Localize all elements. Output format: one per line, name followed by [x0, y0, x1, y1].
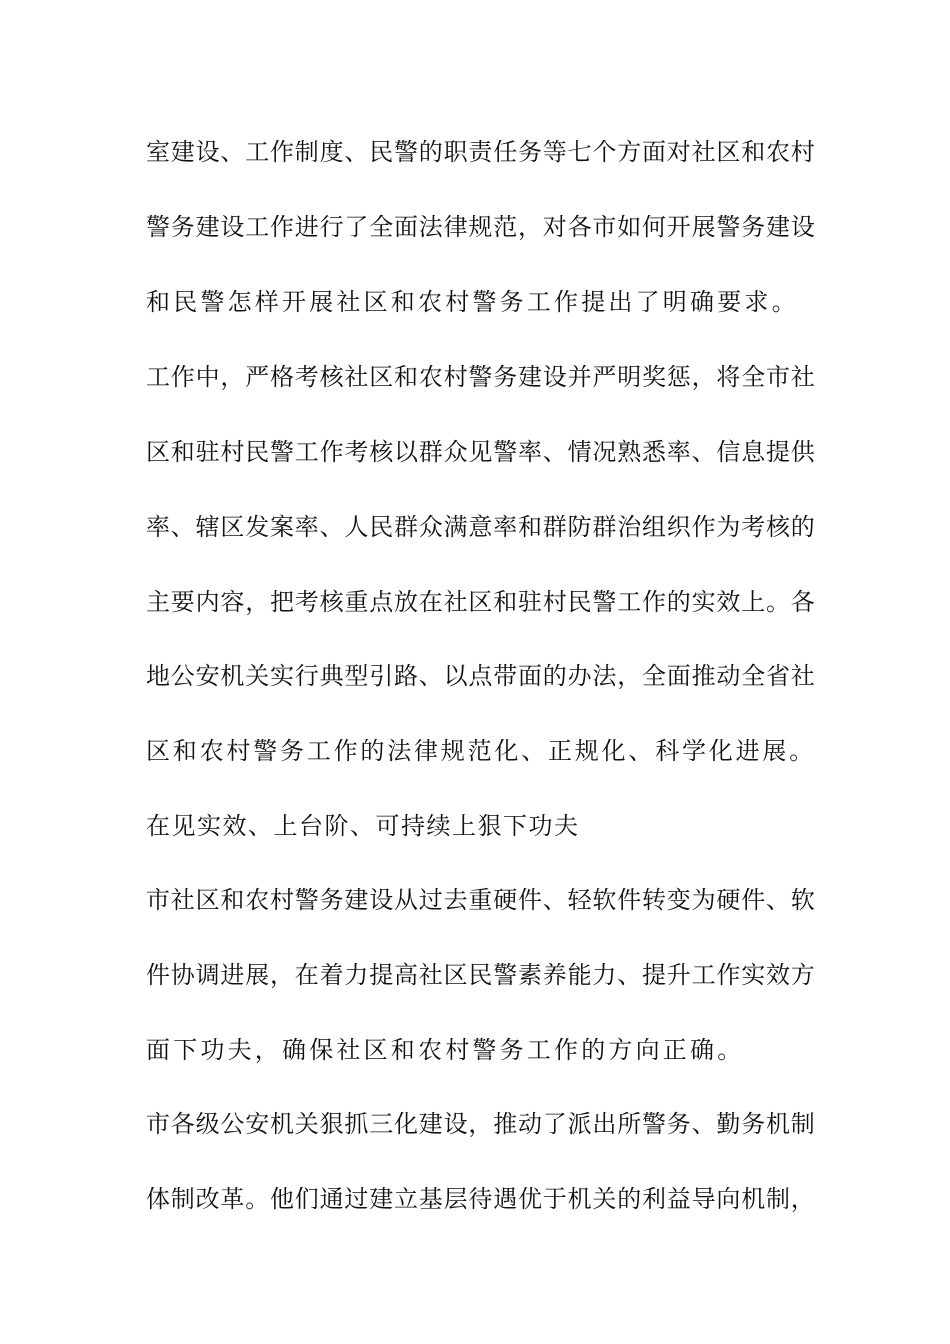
text-line-3: 和民警怎样开展社区和农村警务工作提出了明确要求。	[146, 288, 799, 316]
text-line-12: 件协调进展，在着力提高社区民警素养能力、提升工作实效方	[146, 961, 816, 989]
text-line-7: 主要内容，把考核重点放在社区和驻村民警工作的实效上。各	[146, 588, 816, 616]
text-line-6: 率、辖区发案率、人民群众满意率和群防群治组织作为考核的	[146, 513, 816, 541]
text-line-2: 警务建设工作进行了全面法律规范，对各市如何开展警务建设	[146, 213, 816, 241]
text-line-14: 市各级公安机关狠抓三化建设，推动了派出所警务、勤务机制	[146, 1110, 816, 1138]
text-line-8: 地公安机关实行典型引路、以点带面的办法，全面推动全省社	[146, 662, 816, 690]
text-line-15: 体制改革。他们通过建立基层待遇优于机关的利益导向机制，	[146, 1185, 816, 1213]
text-line-4: 工作中，严格考核社区和农村警务建设并严明奖惩，将全市社	[146, 363, 816, 391]
text-line-5: 区和驻村民警工作考核以群众见警率、情况熟悉率、信息提供	[146, 438, 816, 466]
text-line-11: 市社区和农村警务建设从过去重硬件、轻软件转变为硬件、软	[146, 886, 816, 914]
section-heading: 在见实效、上台阶、可持续上狠下功夫	[146, 812, 580, 840]
text-line-1: 室建设、工作制度、民警的职责任务等七个方面对社区和农村	[146, 138, 816, 166]
text-line-9: 区和农村警务工作的法律规范化、正规化、科学化进展。	[146, 737, 816, 765]
text-line-13: 面下功夫，确保社区和农村警务工作的方向正确。	[146, 1036, 745, 1064]
